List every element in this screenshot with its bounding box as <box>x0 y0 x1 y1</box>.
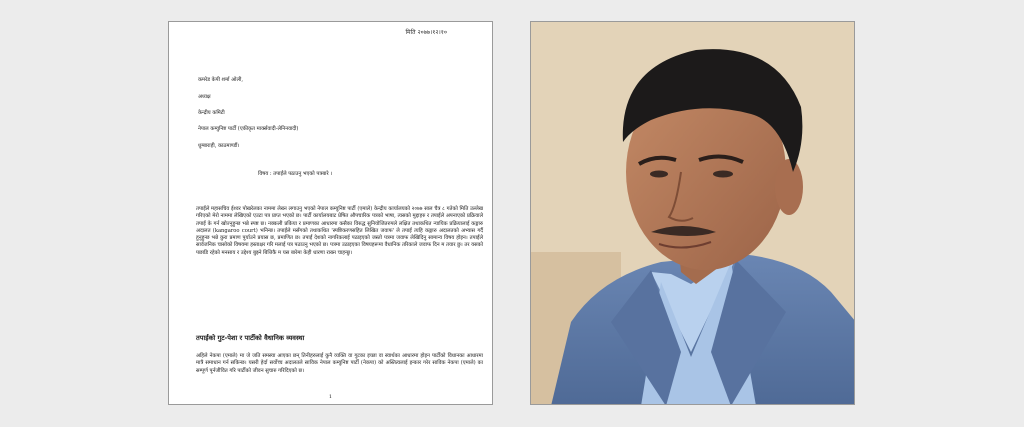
recipient-line: धुम्बाराही, काठमाण्डौं। <box>198 143 240 149</box>
person-portrait-icon <box>531 22 855 405</box>
letter-paragraph: तपाईंले महासचिव ईश्वर पोखरेलका नाममा लेख्न लगाउनु भएको नेपाल कम्युनिष्ट पार्टी (एमाले) केन्द्रीय कार्यालयको २०७७ साल चैत्र ८ गतेको मिति उल्लेख गरिएको मेरो नाममा लेखिएको एउटा पत्र प्राप्त भएको छ। पार्टी कार्यालयबाट प्रेषित औपचारिक पत्रको भाषा, त्यसको मुद्दाहरु र तपाईंले अपनाएको प्रक्रियाले तपाईं के गर्न खोज्नुहुन्छ भन्ने स्पष्ट छ। नक्कली प्रकिया र प्रमाणका आधारमा कसैका विरुद्ध सुनियोजितरुपले लक्षित तथाकथित न्यायिक प्रक्रियालाई कङ्गारु अदालत (kangaroo court) भनिन्छ। तपाईंले मसँगको तथाकथित 'स्पष्टिकरणसहित लिखित जवाफ' ले तपाईं त्यहि कङ्गारु अदालतको अभ्यास गर्दै हुनुहुन्छ भन्ने कुरा प्रमाण पुर्याउने प्रयास छ, प्रमाणित छ। तपाईं देशको नागरिकलाई पठाइएको जस्तो पत्रमा जवाफ लेखिदिनु सामान्य विषय होइन। तपाईंले सार्वजनिक चासोको विषयमा हस्ताक्षर गरि मलाई पत्र पठाउनु भएको छ। पत्रमा उठाइएका विषयहरूमा वैधानिक तरिकाले जवाफ दिन म तयार छु। तर यसको पछाडि रहेको मनसाय र उद्देश्य बुझ्ने बित्तिकै म यस बारेमा केही धारणा राख्न चाहन्छु। <box>196 206 483 256</box>
letter-paragraph: अहिले नेकपा (एमाले) मा जे जति समस्या आएका छन् तिनीहरुलाई कुनै व्यक्ति वा गुटका इच्छा वा स्वार्थका आधारमा होइन पार्टीको विधानका आधारमा मात्रै समाधान गर्न सकिन्छ। यसरी हेर्दा सर्वोच्च अदालतले साविक नेपाल कम्युनिष्ट पार्टी (नेकपा) को अस्तित्वलाई इन्कार गरेर साविक नेकपा (एमाले) का सम्पूर्ण पूर्नजीवित गरि पार्टीको जीवन सुचारु गरिदिएको छ। <box>196 353 483 374</box>
page-number: 1 <box>328 393 333 400</box>
letter-document <box>168 21 493 405</box>
recipient-line: केन्द्रीय कमिटी <box>198 110 225 116</box>
letter-date: मिति २०७७।१२।१० <box>405 29 447 36</box>
letter-subject: विषय : तपाईंले पठाउनु भएको पत्रबारे । <box>258 171 333 177</box>
recipient-line: नेपाल कम्युनिष्ट पार्टी (एकीकृत मार्क्सवादी-लेनिनवादी) <box>198 126 299 132</box>
section-heading: तपाईंको गुट-पेशा र पार्टीको वैधानिक व्यवस्था <box>196 334 305 342</box>
recipient-line: कमरेड केपी शर्मा ओली, <box>198 77 243 83</box>
portrait-photo <box>530 21 855 405</box>
recipient-line: अध्यक्ष <box>198 94 211 100</box>
